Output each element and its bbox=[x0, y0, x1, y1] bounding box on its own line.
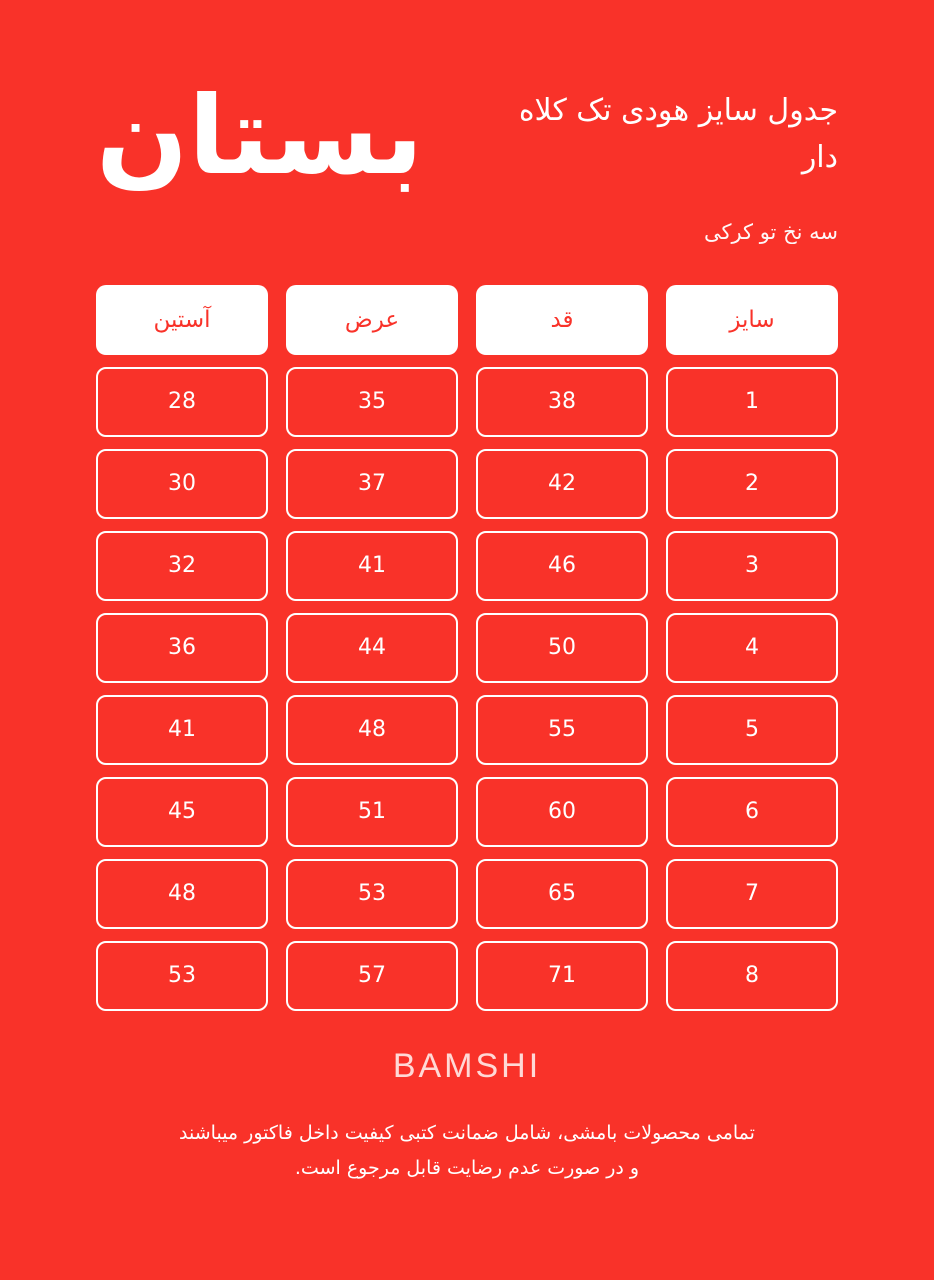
cell-sleeve: 36 bbox=[96, 613, 268, 683]
footer-note bbox=[117, 1116, 817, 1186]
cell-length: 50 bbox=[476, 613, 648, 683]
page-title: جدول سایز هودی تک کلاه دار bbox=[518, 93, 838, 175]
cell-size: 2 bbox=[666, 449, 838, 519]
cell-sleeve: 48 bbox=[96, 859, 268, 929]
table-row bbox=[96, 449, 838, 519]
cell-size: 7 bbox=[666, 859, 838, 929]
column-header-width: عرض bbox=[286, 285, 458, 355]
cell-size: 1 bbox=[666, 367, 838, 437]
footer-note-line-1: تمامی محصولات بامشی، شامل ضمانت کتبی کیفیت داخل فاکتور میباشند bbox=[179, 1121, 755, 1144]
cell-sleeve: 32 bbox=[96, 531, 268, 601]
cell-width: 41 bbox=[286, 531, 458, 601]
table-row bbox=[96, 367, 838, 437]
cell-sleeve: 28 bbox=[96, 367, 268, 437]
table-header-row bbox=[96, 285, 838, 355]
column-header-size: سایز bbox=[666, 285, 838, 355]
table-row bbox=[96, 777, 838, 847]
cell-width: 44 bbox=[286, 613, 458, 683]
column-header-length: قد bbox=[476, 285, 648, 355]
cell-length: 71 bbox=[476, 941, 648, 1011]
cell-length: 38 bbox=[476, 367, 648, 437]
cell-size: 8 bbox=[666, 941, 838, 1011]
cell-sleeve: 53 bbox=[96, 941, 268, 1011]
cell-size: 3 bbox=[666, 531, 838, 601]
cell-sleeve: 41 bbox=[96, 695, 268, 765]
size-table bbox=[96, 285, 838, 1011]
poster-footer bbox=[0, 1047, 934, 1186]
cell-width: 51 bbox=[286, 777, 458, 847]
cell-width: 53 bbox=[286, 859, 458, 929]
page-subtitle: سه نخ تو کرکی bbox=[703, 220, 838, 244]
cell-size: 6 bbox=[666, 777, 838, 847]
brand-logo: بستان bbox=[96, 74, 424, 199]
table-row bbox=[96, 941, 838, 1011]
footer-note-line-2: و در صورت عدم رضایت قابل مرجوع است. bbox=[294, 1156, 640, 1179]
cell-width: 35 bbox=[286, 367, 458, 437]
header-text-block bbox=[508, 62, 838, 249]
cell-length: 65 bbox=[476, 859, 648, 929]
cell-width: 57 bbox=[286, 941, 458, 1011]
cell-length: 46 bbox=[476, 531, 648, 601]
cell-sleeve: 45 bbox=[96, 777, 268, 847]
cell-size: 4 bbox=[666, 613, 838, 683]
table-row bbox=[96, 695, 838, 765]
table-row bbox=[96, 613, 838, 683]
cell-length: 55 bbox=[476, 695, 648, 765]
table-row bbox=[96, 531, 838, 601]
cell-width: 37 bbox=[286, 449, 458, 519]
cell-width: 48 bbox=[286, 695, 458, 765]
cell-length: 60 bbox=[476, 777, 648, 847]
footer-brand: BAMSHI bbox=[392, 1046, 542, 1085]
table-row bbox=[96, 859, 838, 929]
column-header-sleeve: آستین bbox=[96, 285, 268, 355]
cell-sleeve: 30 bbox=[96, 449, 268, 519]
poster-header bbox=[0, 0, 934, 249]
cell-length: 42 bbox=[476, 449, 648, 519]
cell-size: 5 bbox=[666, 695, 838, 765]
